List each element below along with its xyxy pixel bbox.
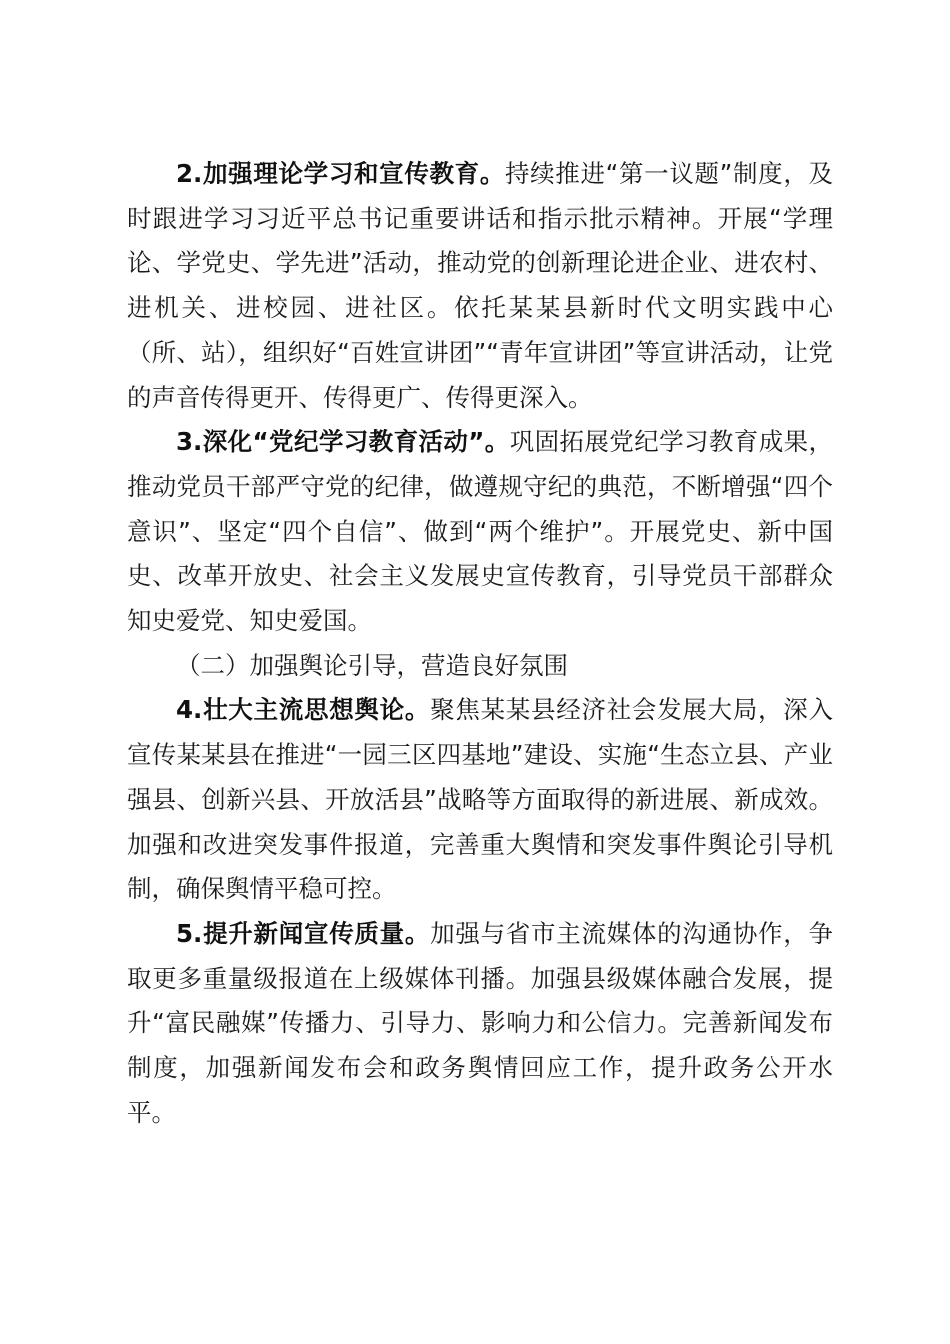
section-heading: （二）加强舆论引导，营造良好氛围 bbox=[176, 650, 568, 680]
paragraph-5 bbox=[127, 912, 833, 1136]
document-body bbox=[127, 152, 833, 1135]
paragraph-2 bbox=[127, 152, 833, 420]
paragraph-5-body: 加强与省市主流媒体的沟通协作，争取更多重量级报道在上级媒体刊播。加强县级媒体融合发展，提升“富民融媒”传播力、引导力、影响力和公信力。完善新闻发布制度，加强新闻发布会和政务舆情回应工作，提升政务公开水平。 bbox=[127, 918, 834, 1127]
paragraph-3-body: 巩固拓展党纪学习教育成果，推动党员干部严守党的纪律，做遵规守纪的典范，不断增强“四个意识”、坚定“四个自信”、做到“两个维护”。开展党史、新中国史、改革开放史、社会主义发展史宣传教育，引导党员干部群众知史爱党、知史爱国。 bbox=[127, 427, 834, 636]
paragraph-2-lead: 2.加强理论学习和宣传教育。 bbox=[176, 159, 505, 188]
paragraph-4-lead: 4.壮大主流思想舆论。 bbox=[176, 695, 431, 725]
paragraph-2-body: 持续推进“第一议题”制度，及时跟进学习习近平总书记重要讲话和指示批示精神。开展“学理论、学党史、学先进”活动，推动党的创新理论进企业、进农村、进机关、进校园、进社区。依托某某县新时代文明实践中心（所、站），组织好“百姓宣讲团”“青年宣讲团”等宣讲活动，让党的声音传得更开、传得更广、传得更深入。 bbox=[127, 159, 833, 412]
paragraph-3-lead: 3.深化“党纪学习教育活动”。 bbox=[176, 427, 510, 457]
paragraph-4-body: 聚焦某某县经济社会发展大局，深入宣传某某县在推进“一园三区四基地”建设、实施“生态立县、产业强县、创新兴县、开放活县”战略等方面取得的新进展、新成效。加强和改进突发事件报道，完善重大舆情和突发事件舆论引导机制，确保舆情平稳可控。 bbox=[127, 695, 834, 904]
paragraph-5-lead: 5.提升新闻宣传质量。 bbox=[176, 918, 431, 948]
paragraph-3 bbox=[127, 420, 833, 644]
paragraph-4 bbox=[127, 688, 833, 912]
